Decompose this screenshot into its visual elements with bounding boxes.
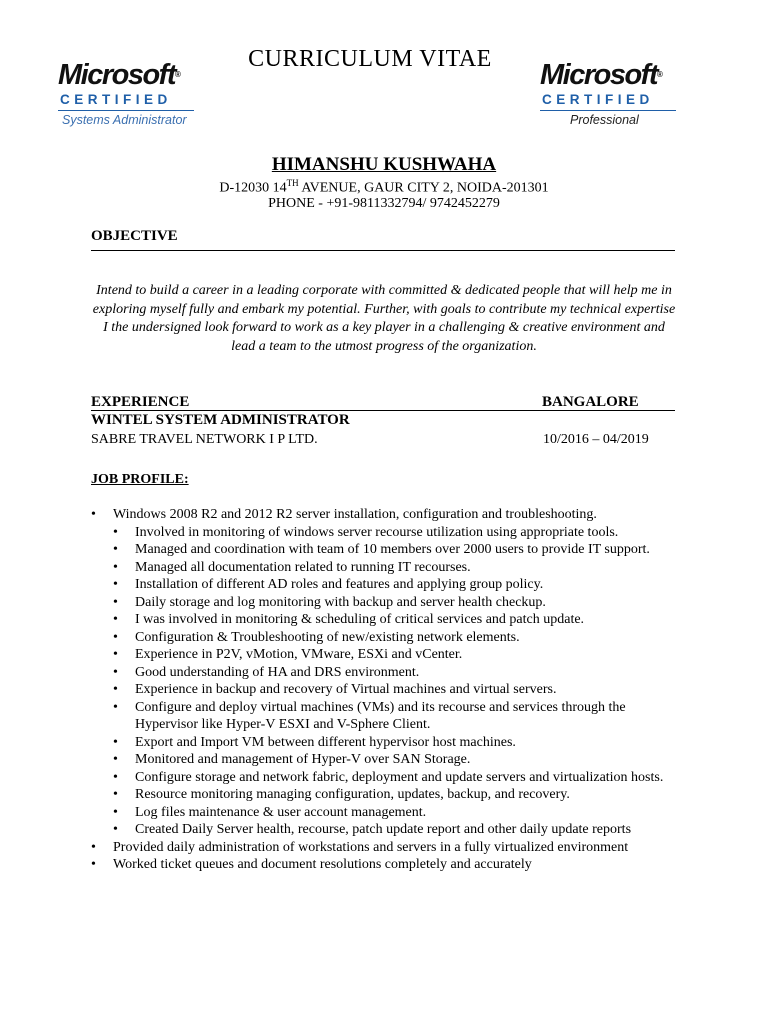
document-title: CURRICULUM VITAE [248, 46, 492, 72]
duty-list-item: • Experience in P2V, vMotion, VMware, ESXi and vCenter. [91, 646, 691, 664]
job-role: WINTEL SYSTEM ADMINISTRATOR [91, 412, 350, 428]
duty-list-item: • Good understanding of HA and DRS environment. [91, 664, 691, 682]
duty-list-item: • Managed all documentation related to running IT recourses. [91, 559, 691, 577]
duty-list-item: • I was involved in monitoring & scheduling of critical services and patch update. [91, 611, 691, 629]
job-profile-heading: JOB PROFILE: [91, 472, 189, 487]
duty-list-item: • Resource monitoring managing configuration, updates, backup, and recovery. [91, 786, 691, 804]
objective-text: Intend to build a career in a leading corporate with committed & dedicated people that will help me in exploring myself fully and embark my potential. Further, with goals to contribute my technical expertise I the undersigned look forward to work as a key player in a challenging & creative environment and lead a team to the utmost progress of the organization. [92, 283, 676, 354]
experience-divider [91, 410, 675, 411]
employment-dates: 10/2016 – 04/2019 [543, 432, 649, 447]
company-name: SABRE TRAVEL NETWORK I P LTD. [91, 432, 318, 447]
microsoft-certified-systems-administrator-logo: Microsoft® CERTIFIED Systems Administrator [58, 60, 208, 150]
duty-list-item: • Managed and coordination with team of 10 members over 2000 users to provide IT support. [91, 541, 691, 559]
objective-heading: OBJECTIVE [91, 228, 178, 244]
duty-list-item: • Windows 2008 R2 and 2012 R2 server installation, configuration and troubleshooting. [91, 506, 691, 524]
duty-list-item: • Created Daily Server health, recourse, patch update report and other daily update reports [91, 821, 691, 839]
duty-list-item: • Installation of different AD roles and features and applying group policy. [91, 576, 691, 594]
experience-location: BANGALORE [542, 394, 639, 410]
duty-list-item: • Configure and deploy virtual machines (VMs) and its recourse and services through the Hypervisor like Hyper-V ESXI and V-Sphere Client. [91, 699, 691, 734]
duty-list-item: • Log files maintenance & user account management. [91, 804, 691, 822]
duty-list-item: • Configure storage and network fabric, deployment and update servers and virtualization hosts. [91, 769, 691, 787]
duty-list-item: • Export and Import VM between different hypervisor host machines. [91, 734, 691, 752]
job-duties-list [91, 506, 691, 874]
duty-list-item: • Configuration & Troubleshooting of new/existing network elements. [91, 629, 691, 647]
duty-list-item: • Experience in backup and recovery of Virtual machines and virtual servers. [91, 681, 691, 699]
duty-list-item: • Daily storage and log monitoring with backup and server health checkup. [91, 594, 691, 612]
phone: PHONE - +91-9811332794/ 9742452279 [268, 196, 500, 211]
duty-list-item: • Involved in monitoring of windows server recourse utilization using appropriate tools. [91, 524, 691, 542]
duty-list-item: • Monitored and management of Hyper-V over SAN Storage. [91, 751, 691, 769]
microsoft-certified-professional-logo: Microsoft® CERTIFIED Professional [540, 60, 690, 150]
objective-divider [91, 250, 675, 251]
duty-list-item: • Worked ticket queues and document resolutions completely and accurately [91, 856, 691, 874]
candidate-name: HIMANSHU KUSHWAHA [271, 154, 497, 175]
address: D-12030 14TH AVENUE, GAUR CITY 2, NOIDA-201301 [219, 178, 549, 196]
duty-list-item: • Provided daily administration of workstations and servers in a fully virtualized environment [91, 839, 691, 857]
experience-heading: EXPERIENCE [91, 394, 190, 410]
